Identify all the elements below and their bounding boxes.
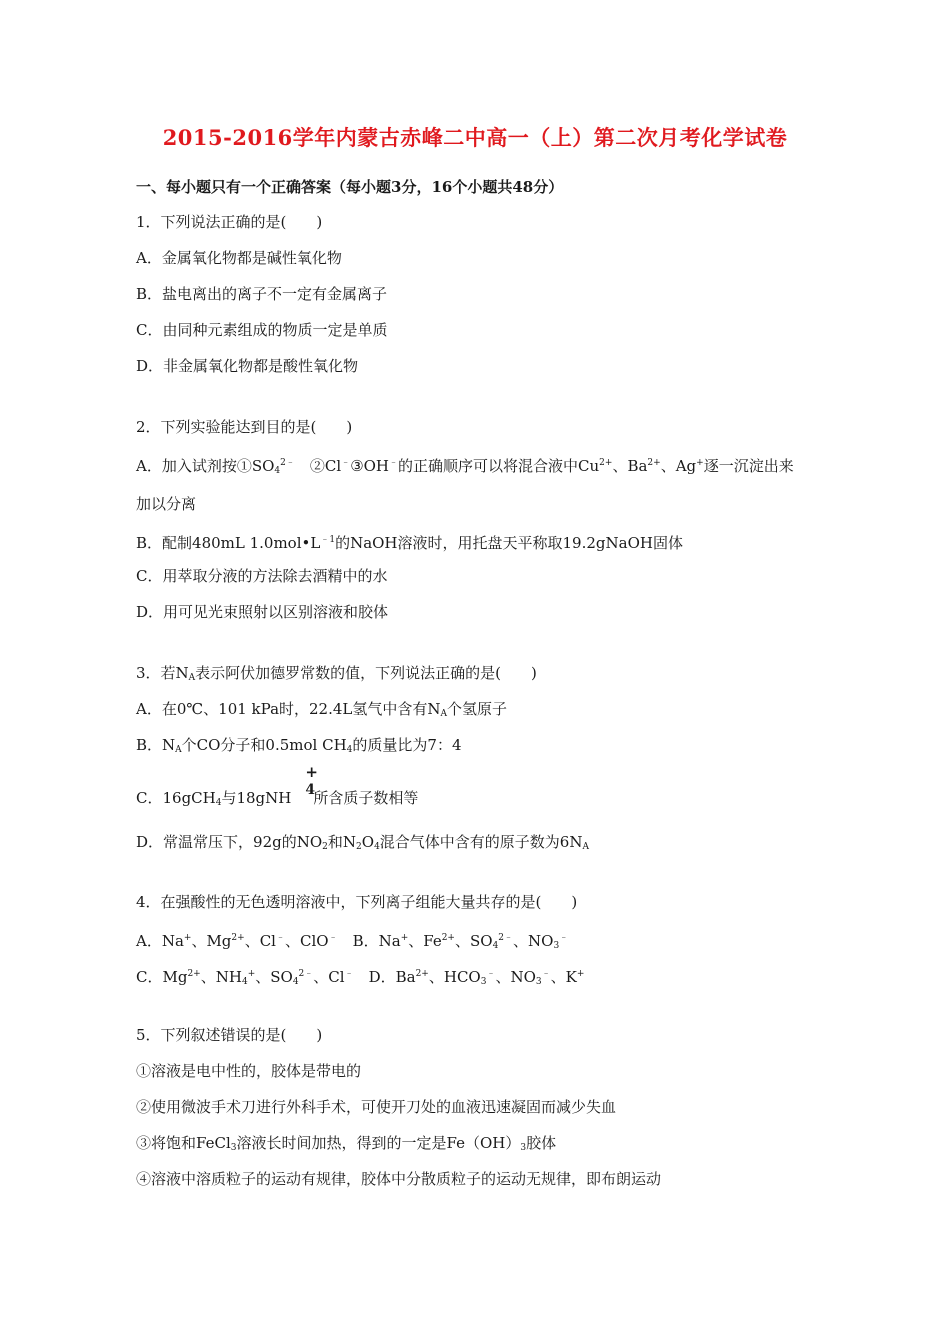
ammonium-charge-mark: + 4 bbox=[305, 763, 318, 798]
question-2-option-d: D．用可见光束照射以区别溶液和胶体 bbox=[136, 603, 389, 621]
question-2-stem: 2．下列实验能达到目的是( ) bbox=[136, 418, 353, 436]
question-3-stem: 3．若$N_A$表示阿伏加德罗常数的值，下列说法正确的是( ) bbox=[136, 664, 537, 683]
question-4-stem: 4．在强酸性的无色透明溶液中，下列离子组能大量共存的是( ) bbox=[136, 893, 578, 911]
question-4-options-cd: C．$Mg^{2+}$、$NH_4^+$、$SO_4^{2﹣}$、Cl﹣ D．$Ba^{2+}$、$HCO_3^﹣$、$NO_3^﹣$、K+ bbox=[136, 968, 585, 987]
section-heading: 一、每小题只有一个正确答案（每小题3分，16个小题共48分） bbox=[136, 178, 564, 196]
question-1-option-b: B．盐电离出的离子不一定有金属离子 bbox=[136, 285, 388, 303]
question-3-option-b: B．$N_A$个CO分子和0.5mol $CH_4$的质量比为7：4 bbox=[136, 736, 462, 755]
question-1-option-c: C．由同种元素组成的物质一定是单质 bbox=[136, 321, 388, 339]
question-3-option-a: A．在0℃、101 kPa时，22.4L氢气中含有$N_A$个氢原子 bbox=[136, 700, 508, 719]
question-5-statement-2: ②使用微波手术刀进行外科手术，可使开刀处的血液迅速凝固而减少失血 bbox=[136, 1098, 617, 1116]
question-3-option-c: C．16gCH$_4$与18gNH + 4 所含质子数相等 bbox=[136, 763, 419, 808]
question-1-option-a: A．金属氧化物都是碱性氧化物 bbox=[136, 249, 342, 267]
question-4-options-ab: A．Na+、$Mg^{2+}$、Cl﹣、ClO﹣ B．Na+、$Fe^{2+}$、$SO_4^{2﹣}$、$NO_3^﹣$ bbox=[136, 932, 569, 951]
question-5-stem: 5．下列叙述错误的是( ) bbox=[136, 1026, 323, 1044]
question-1-option-d: D．非金属氧化物都是酸性氧化物 bbox=[136, 357, 359, 375]
question-2-option-a: A．加入试剂按$①SO_4^{2﹣}$ ②Cl﹣③OH﹣的正确顺序可以将混合液中$Cu^{2+}$、$Ba^{2+}$、Ag+逐一沉淀出来 bbox=[136, 457, 794, 476]
question-5-statement-4: ④溶液中溶质粒子的运动有规律，胶体中分散质粒子的运动无规律，即布朗运动 bbox=[136, 1170, 662, 1188]
exam-title: 2015-2016学年内蒙古赤峰二中高一（上）第二次月考化学试卷 bbox=[162, 125, 788, 150]
question-2-option-b: B．配制480mL $1.0mol•L^{﹣1}$的NaOH溶液时，用托盘天平称取19.2gNaOH固体 bbox=[136, 534, 683, 552]
question-5-statement-1: ①溶液是电中性的，胶体是带电的 bbox=[136, 1062, 362, 1080]
question-2-option-c: C．用萃取分液的方法除去酒精中的水 bbox=[136, 567, 388, 585]
question-2-option-a-continued: 加以分离 bbox=[136, 495, 197, 513]
question-5-statement-3: ③将饱和FeCl$_3$溶液长时间加热，得到的一定是$Fe(OH)_3$胶体 bbox=[136, 1134, 557, 1153]
question-1-stem: 1．下列说法正确的是( ) bbox=[136, 213, 323, 231]
question-3-option-d: D．常温常压下，92g的$NO_2$和$N_2O_4$混合气体中含有的原子数为$6N_A$ bbox=[136, 833, 589, 852]
